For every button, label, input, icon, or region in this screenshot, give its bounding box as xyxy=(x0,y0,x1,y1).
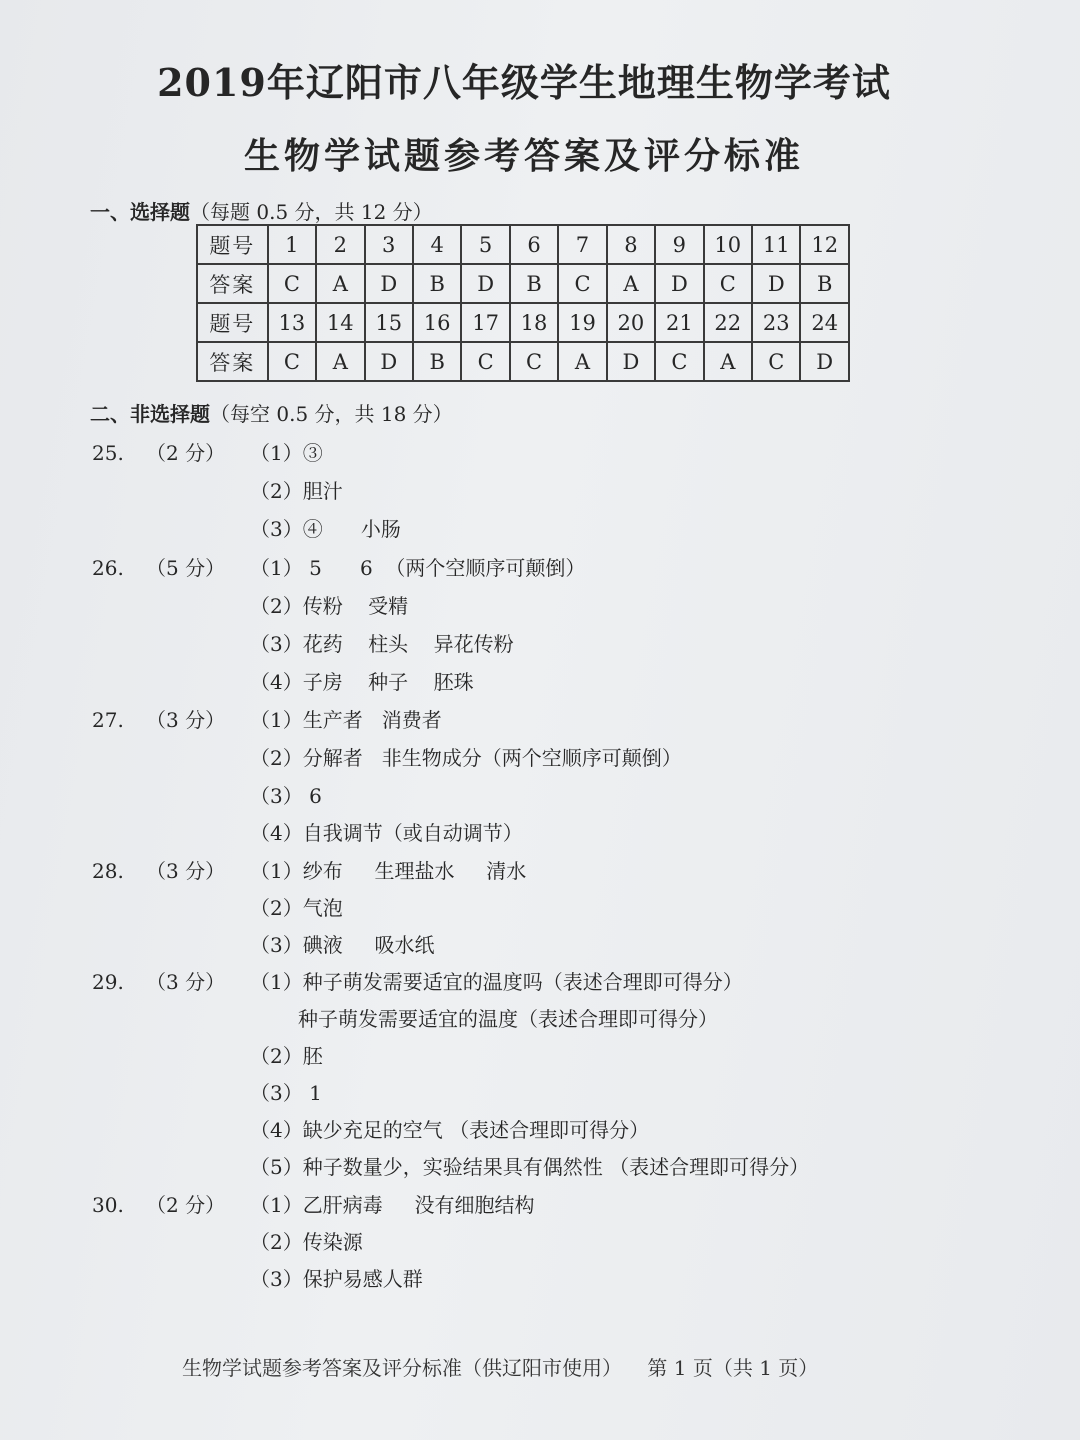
answer-line: （3） 6 xyxy=(250,784,322,808)
answer-line: （5）种子数量少，实验结果具有偶然性 （表述合理即可得分） xyxy=(250,1155,810,1179)
answer-line: （2）气泡 xyxy=(250,896,343,920)
page-footer: 生物学试题参考答案及评分标准（供辽阳市使用） 第 1 页（共 1 页） xyxy=(182,1356,819,1380)
answer-line: （3）花药 柱头 异花传粉 xyxy=(250,632,514,656)
question-number: 17 xyxy=(461,303,509,342)
row-header-answer: 答案 xyxy=(197,342,268,381)
question-score: （3 分） xyxy=(146,970,226,994)
question-number: 21 xyxy=(655,303,703,342)
question-number: 27. xyxy=(92,708,124,732)
answer-line: （3）保护易感人群 xyxy=(250,1267,423,1291)
table-row xyxy=(197,342,849,381)
question-number: 26. xyxy=(92,556,124,580)
answer-line: （2）胆汁 xyxy=(250,479,343,503)
answer-cell: C xyxy=(268,264,316,303)
answer-cell: C xyxy=(461,342,509,381)
answer-cell: B xyxy=(413,264,461,303)
answer-line: 种子萌发需要适宜的温度（表述合理即可得分） xyxy=(298,1007,718,1031)
answer-line: （2）传粉 受精 xyxy=(250,594,409,618)
answer-line: （1）种子萌发需要适宜的温度吗（表述合理即可得分） xyxy=(250,970,743,994)
question-number: 4 xyxy=(413,225,461,264)
answer-cell: B xyxy=(800,264,849,303)
answer-cell: C xyxy=(752,342,800,381)
question-26-header xyxy=(92,552,225,581)
question-number: 15 xyxy=(365,303,413,342)
answer-key-subtitle: 生物学试题参考答案及评分标准 xyxy=(243,135,804,177)
answer-line: （1） 5 6 （两个空顺序可颠倒） xyxy=(250,556,586,580)
section-open-note: （每空 0.5 分，共 18 分） xyxy=(210,402,453,426)
question-number: 11 xyxy=(752,225,800,264)
question-number: 12 xyxy=(800,225,849,264)
answer-cell: B xyxy=(413,342,461,381)
table-row xyxy=(197,303,849,342)
question-number: 3 xyxy=(365,225,413,264)
question-number: 19 xyxy=(558,303,606,342)
question-29-header xyxy=(92,966,225,995)
answer-cell: D xyxy=(365,342,413,381)
question-number: 16 xyxy=(413,303,461,342)
answer-cell: A xyxy=(607,264,655,303)
row-header-question: 题号 xyxy=(197,303,268,342)
answer-line: （2）传染源 xyxy=(250,1230,363,1254)
answer-cell: D xyxy=(607,342,655,381)
question-number: 28. xyxy=(92,859,124,883)
answer-line: （4）子房 种子 胚珠 xyxy=(250,670,474,694)
answer-line: （1）生产者 消费者 xyxy=(250,708,442,732)
answer-line: （1）乙肝病毒 没有细胞结构 xyxy=(250,1193,535,1217)
question-28-header xyxy=(92,855,225,884)
question-number: 29. xyxy=(92,970,124,994)
table-row xyxy=(197,225,849,264)
answer-cell: A xyxy=(316,264,364,303)
question-number: 7 xyxy=(558,225,606,264)
section-choice-note: （每题 0.5 分，共 12 分） xyxy=(190,200,433,224)
answer-cell: D xyxy=(752,264,800,303)
question-number: 6 xyxy=(510,225,558,264)
question-25-header xyxy=(92,437,225,466)
question-number: 30. xyxy=(92,1193,124,1217)
answer-line: （3）④ 小肠 xyxy=(250,517,401,541)
question-number: 2 xyxy=(316,225,364,264)
exam-title: 2019年辽阳市八年级学生地理生物学考试 xyxy=(157,60,891,105)
question-score: （3 分） xyxy=(146,859,226,883)
question-number: 9 xyxy=(655,225,703,264)
answer-line: （2）胚 xyxy=(250,1044,323,1068)
answer-line: （2）分解者 非生物成分（两个空顺序可颠倒） xyxy=(250,746,682,770)
answer-cell: C xyxy=(655,342,703,381)
answer-cell: C xyxy=(268,342,316,381)
answer-line: （4）自我调节（或自动调节） xyxy=(250,821,523,845)
row-header-answer: 答案 xyxy=(197,264,268,303)
question-30-header xyxy=(92,1189,225,1218)
table-row xyxy=(197,264,849,303)
answer-cell: A xyxy=(316,342,364,381)
question-number: 23 xyxy=(752,303,800,342)
section-choice-label: 一、选择题 xyxy=(90,200,190,224)
question-score: （2 分） xyxy=(146,1193,226,1217)
answer-cell: D xyxy=(655,264,703,303)
question-number: 13 xyxy=(268,303,316,342)
answer-cell: A xyxy=(704,342,752,381)
answer-line: （1）纱布 生理盐水 清水 xyxy=(250,859,527,883)
question-score: （2 分） xyxy=(146,441,226,465)
question-number: 22 xyxy=(704,303,752,342)
question-number: 8 xyxy=(607,225,655,264)
row-header-question: 题号 xyxy=(197,225,268,264)
question-number: 1 xyxy=(268,225,316,264)
question-number: 10 xyxy=(704,225,752,264)
section-open-label: 二、非选择题 xyxy=(90,402,210,426)
section-choice-heading xyxy=(90,196,433,225)
answer-cell: C xyxy=(704,264,752,303)
question-score: （5 分） xyxy=(146,556,226,580)
answer-cell: A xyxy=(558,342,606,381)
answer-cell: C xyxy=(510,342,558,381)
question-number: 20 xyxy=(607,303,655,342)
question-score: （3 分） xyxy=(146,708,226,732)
choice-answer-table xyxy=(196,224,850,382)
question-number: 14 xyxy=(316,303,364,342)
question-number: 25. xyxy=(92,441,124,465)
answer-cell: D xyxy=(800,342,849,381)
answer-line: （1）③ xyxy=(250,441,323,465)
section-open-heading xyxy=(90,398,453,427)
answer-line: （3）碘液 吸水纸 xyxy=(250,933,435,957)
answer-cell: B xyxy=(510,264,558,303)
answer-cell: D xyxy=(365,264,413,303)
question-number: 24 xyxy=(800,303,849,342)
question-number: 5 xyxy=(461,225,509,264)
answer-line: （4）缺少充足的空气 （表述合理即可得分） xyxy=(250,1118,650,1142)
question-number: 18 xyxy=(510,303,558,342)
answer-line: （3） 1 xyxy=(250,1081,322,1105)
answer-cell: D xyxy=(461,264,509,303)
answer-cell: C xyxy=(558,264,606,303)
question-27-header xyxy=(92,704,225,733)
